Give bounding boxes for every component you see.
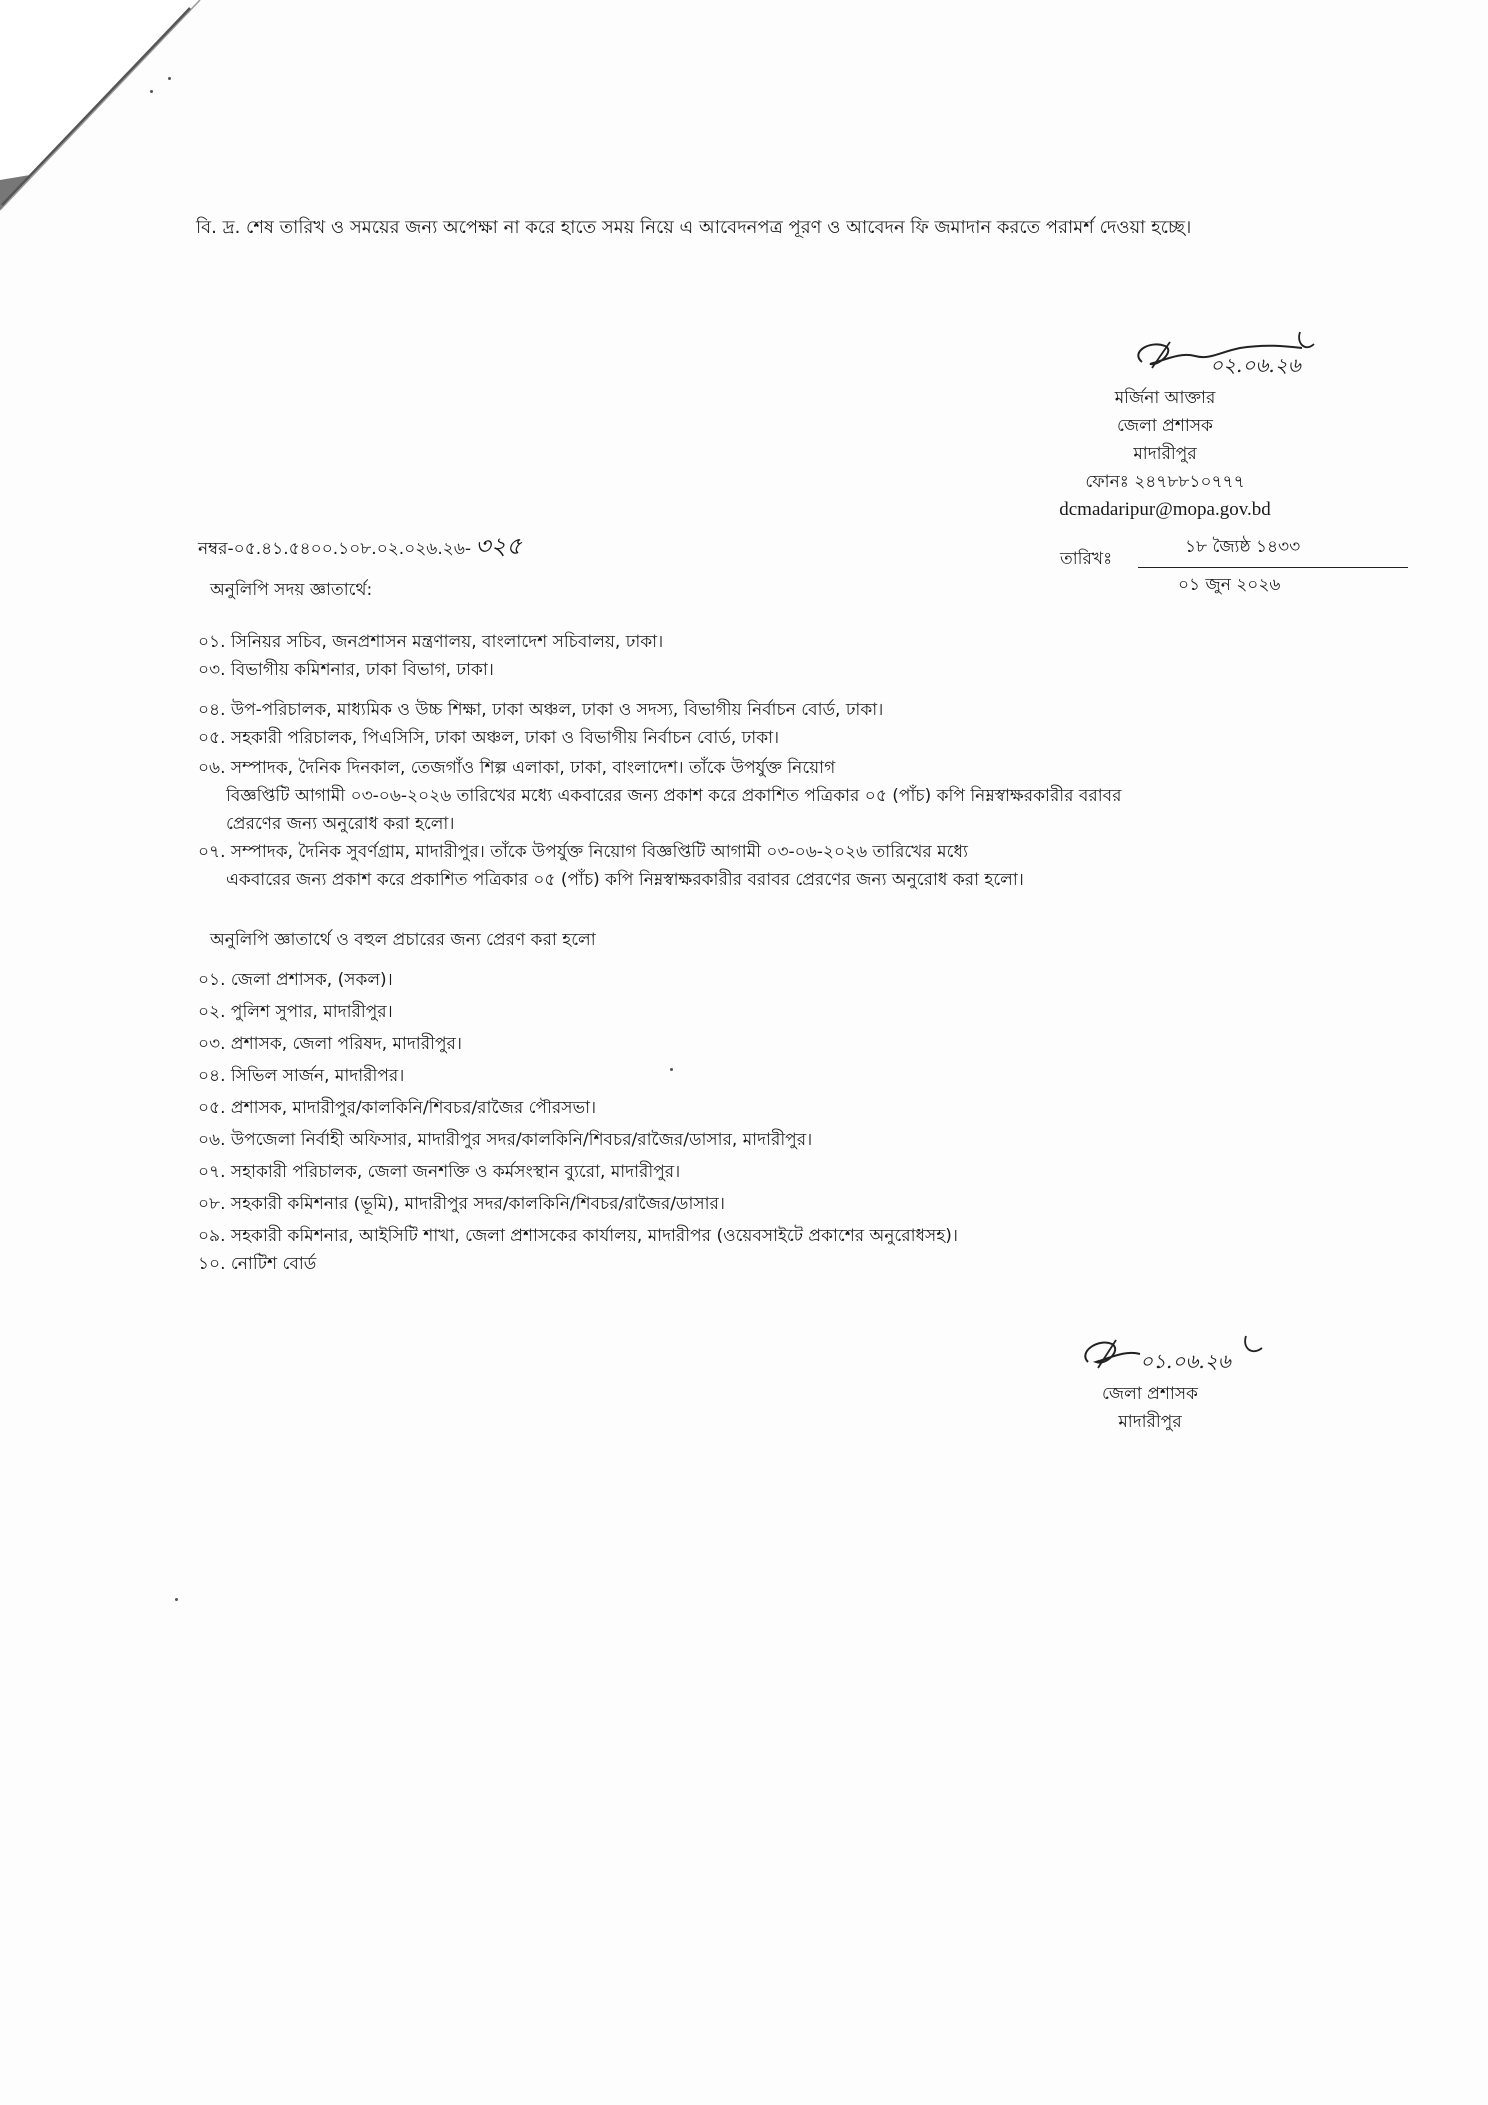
copy-list-item: ০৬. সম্পাদক, দৈনিক দিনকাল, তেজগাঁও শিল্প এলাকা, ঢাকা, বাংলাদেশ। তাঁকে উপর্যুক্ত নিয়োগ	[198, 758, 836, 778]
signatory-district: মাদারীপুর	[1133, 444, 1197, 464]
circulation-list-item: ০৩. প্রশাসক, জেলা পরিষদ, মাদারীপুর।	[198, 1034, 462, 1054]
circulation-list-item: ১০. নোটিশ বোর্ড	[198, 1254, 317, 1274]
handwritten-signature	[1070, 322, 1320, 382]
handwritten-signature	[1070, 1322, 1280, 1377]
copy-list-item-continued: বিজ্ঞপ্তিটি আগামী ০৩-০৬-২০২৬ তারিখের মধ্যে একবারের জন্য প্রকাশ করে প্রকাশিত পত্রিকার ০৫ (পাঁচ) কপি নিম্নস্বাক্ষরকারীর বরাবর	[226, 786, 1122, 806]
circulation-list-item: ০৮. সহকারী কমিশনার (ভূমি), মাদারীপুর সদর/কালকিনি/শিবচর/রাজৈর/ডাসার।	[198, 1194, 725, 1214]
signatory-district: মাদারীপুর	[1118, 1412, 1182, 1432]
date-divider	[1138, 567, 1408, 568]
copy-list-item: ০৪. উপ-পরিচালক, মাধ্যমিক ও উচ্চ শিক্ষা, ঢাকা অঞ্চল, ঢাকা ও সদস্য, বিভাগীয় নির্বাচন বোর্ড, ঢাকা।	[198, 700, 884, 720]
copy-list-item: ০১. সিনিয়র সচিব, জনপ্রশাসন মন্ত্রণালয়, বাংলাদেশ সচিবালয়, ঢাকা।	[198, 632, 664, 652]
date-bangla: ১৮ জ্যৈষ্ঠ ১৪৩৩	[1185, 537, 1301, 557]
date-english: ০১ জুন ২০২৬	[1178, 575, 1281, 595]
signature-date: ০২.০৬.২৬	[1210, 353, 1301, 377]
signatory-designation: জেলা প্রশাসক	[1117, 416, 1213, 436]
circulation-list-item: ০৬. উপজেলা নির্বাহী অফিসার, মাদারীপুর সদর/কালকিনি/শিবচর/রাজৈর/ডাসার, মাদারীপুর।	[198, 1130, 813, 1150]
circulation-list-item: ০৯. সহকারী কমিশনার, আইসিটি শাখা, জেলা প্রশাসকের কার্যালয়, মাদারীপর (ওয়েবসাইটে প্রকাশের অনুরোধসহ)।	[198, 1226, 958, 1246]
circulation-list-item: ০২. পুলিশ সুপার, মাদারীপুর।	[198, 1002, 393, 1022]
circulation-list-item: ০৪. সিভিল সার্জন, মাদারীপর।	[198, 1066, 405, 1086]
copy-list-item: ০৫. সহকারী পরিচালক, পিএসিসি, ঢাকা অঞ্চল, ঢাকা ও বিভাগীয় নির্বাচন বোর্ড, ঢাকা।	[198, 728, 780, 748]
note-text: বি. দ্র. শেষ তারিখ ও সময়ের জন্য অপেক্ষা না করে হাতে সময় নিয়ে এ আবেদনপত্র পূরণ ও আবেদন ফি জমাদান করতে পরামর্শ দেওয়া হচ্ছে।	[196, 217, 1192, 238]
copy-list-item-continued: প্রেরণের জন্য অনুরোধ করা হলো।	[226, 814, 455, 834]
circulation-heading: অনুলিপি জ্ঞাতার্থে ও বহুল প্রচারের জন্য প্রেরণ করা হলো	[210, 930, 596, 950]
memo-number-text: নম্বর-০৫.৪১.৫৪০০.১০৮.০২.০২৬.২৬-	[198, 539, 472, 559]
signatory-designation: জেলা প্রশাসক	[1102, 1384, 1198, 1404]
signatory-email: dcmadaripur@mopa.gov.bd	[1059, 499, 1271, 520]
circulation-list-item: ০১. জেলা প্রশাসক, (সকল)।	[198, 970, 393, 990]
circulation-list-item: ০৫. প্রশাসক, মাদারীপুর/কালকিনি/শিবচর/রাজৈর পৌরসভা।	[198, 1098, 597, 1118]
date-label: তারিখঃ	[1060, 549, 1113, 569]
copy-list-item: ০৩. বিভাগীয় কমিশনার, ঢাকা বিভাগ, ঢাকা।	[198, 660, 494, 680]
copy-list-item-continued: একবারের জন্য প্রকাশ করে প্রকাশিত পত্রিকার ০৫ (পাঁচ) কপি নিম্নস্বাক্ষরকারীর বরাবর প্রেরণের জন্য অনুরোধ করা হলো।	[226, 870, 1024, 890]
date-block	[1060, 534, 1360, 604]
signatory-phone: ফোনঃ ২৪৭৮৮১০৭৭৭	[1085, 472, 1245, 492]
signatory-name: মর্জিনা আক্তার	[1114, 388, 1216, 408]
circulation-list-item: ০৭. সহাকারী পরিচালক, জেলা জনশক্তি ও কর্মসংস্থান ব্যুরো, মাদারীপুর।	[198, 1162, 681, 1182]
memo-number	[198, 534, 522, 561]
memo-serial: ৩২৫	[475, 532, 522, 560]
copy-list-item: ০৭. সম্পাদক, দৈনিক সুবর্ণগ্রাম, মাদারীপুর। তাঁকে উপর্যুক্ত নিয়োগ বিজ্ঞপ্তিটি আগামী ০৩-০৬-২০২৬ তারিখের মধ্যে	[198, 842, 968, 862]
copy-heading: অনুলিপি সদয় জ্ঞাতার্থে:	[210, 580, 373, 600]
signature-date: ০১.০৬.২৬	[1140, 1349, 1231, 1373]
folded-corner-mark	[0, 0, 230, 215]
